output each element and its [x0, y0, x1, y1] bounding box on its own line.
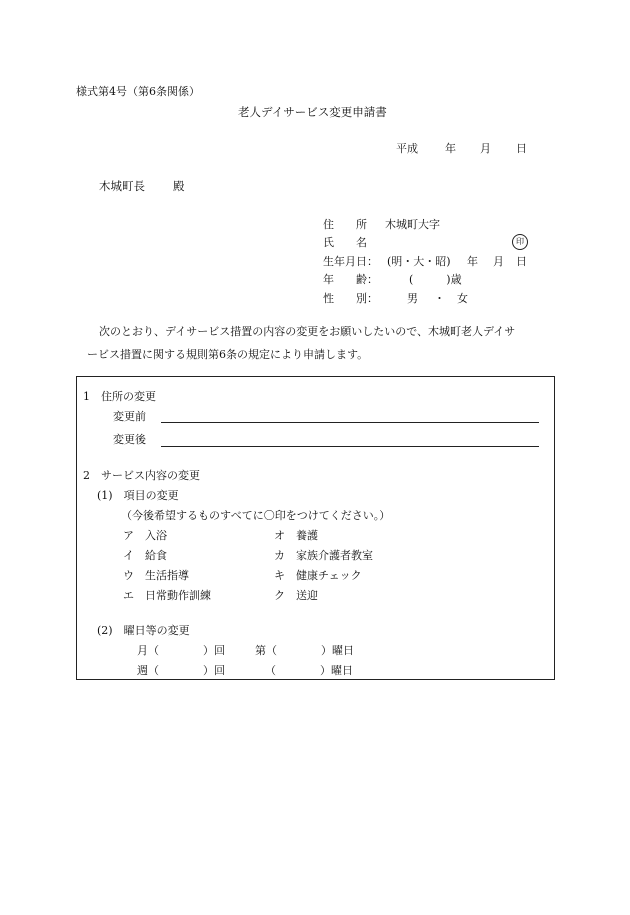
service-item-meals: イ 給食: [123, 549, 167, 562]
instruction-text: （今後希望するものすべてに〇印をつけてください。）: [121, 509, 391, 522]
document-title: 老人デイサービス変更申請書: [238, 105, 387, 119]
change-details-box: [76, 376, 555, 680]
weekly-times: 週（ ）回: [137, 664, 225, 677]
service-item-care: オ 養護: [274, 529, 318, 542]
date-month-label: 月: [480, 142, 491, 155]
age-label: 年 齢：: [323, 273, 378, 286]
address-value: 木城町大字: [385, 218, 440, 231]
monthly-times: 月（ ）回: [137, 644, 225, 657]
birthdate-month-label: 月: [493, 255, 504, 268]
sex-female: 女: [457, 292, 468, 305]
sex-separator: ・: [434, 292, 445, 305]
address-after-label: 変更後: [113, 433, 146, 446]
form-id: 様式第4号（第6条関係）: [76, 85, 200, 98]
birthdate-eras: (明・大・昭): [387, 255, 451, 268]
birthdate-day-label: 日: [516, 255, 527, 268]
body-text-line-2: ービス措置に関する規則第6条の規定により申請します。: [87, 348, 369, 361]
body-text-line-1: 次のとおり、デイサービス措置の内容の変更をお願いしたいので、木城町老人デイサ: [99, 325, 516, 338]
address-label: 住 所: [323, 218, 367, 231]
service-item-caregiver-class: カ 家族介護者教室: [274, 549, 373, 562]
addressee-honorific: 殿: [173, 179, 185, 193]
name-label: 氏 名: [323, 236, 367, 249]
addressee-name: 木城町長: [99, 179, 145, 193]
subsection-1-heading: (1) 項目の変更: [97, 489, 179, 502]
birthdate-year-label: 年: [467, 255, 478, 268]
age-value: ( )歳: [409, 273, 462, 286]
weekday: （ ）曜日: [265, 664, 353, 677]
sex-label: 性 別：: [323, 292, 378, 305]
seal-mark: 印: [512, 234, 528, 250]
subsection-2-heading: (2) 曜日等の変更: [97, 624, 190, 637]
service-item-transport: ク 送迎: [274, 589, 318, 602]
birthdate-label: 生年月日：: [323, 255, 378, 268]
section-1-heading: 1 住所の変更: [83, 390, 156, 403]
service-item-life-guidance: ウ 生活指導: [123, 569, 189, 582]
address-before-line[interactable]: [161, 422, 539, 423]
sex-male: 男: [407, 292, 418, 305]
service-item-bath: ア 入浴: [123, 529, 167, 542]
service-item-health-check: キ 健康チェック: [274, 569, 362, 582]
date-day-label: 日: [516, 142, 527, 155]
address-after-line[interactable]: [161, 446, 539, 447]
date-year-label: 年: [445, 142, 456, 155]
section-2-heading: 2 サービス内容の変更: [83, 469, 200, 482]
address-before-label: 変更前: [113, 410, 146, 423]
date-era: 平成: [396, 142, 418, 155]
nth-weekday: 第（ ）曜日: [255, 644, 354, 657]
service-item-daily-training: エ 日常動作訓練: [123, 589, 211, 602]
